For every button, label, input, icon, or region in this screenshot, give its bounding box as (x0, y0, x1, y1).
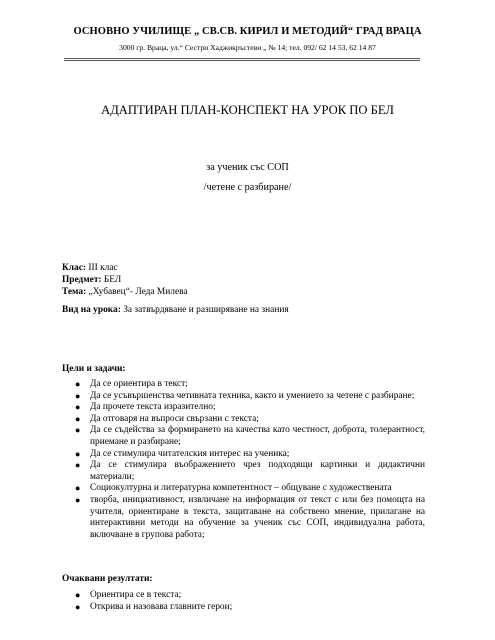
list-item (0, 495, 425, 541)
goals-list (0, 379, 495, 541)
field-subject-label: Предмет: (62, 275, 102, 285)
goal-text: Да се ориентира в текст; (90, 379, 188, 389)
bullet-icon: ● (75, 448, 81, 459)
field-subject-value: БЕЛ (103, 275, 122, 285)
field-topic-value: „Хубавец“- Леда Милева (88, 287, 188, 297)
field-grade-value: III клас (88, 263, 118, 273)
bullet-icon: ● (75, 379, 81, 389)
goal-text: Да се стимулира читателския интерес на ученика; (90, 448, 290, 459)
goals-heading: Цели и задачи: (62, 364, 126, 374)
school-address: 3000 гр. Враца, ул.“ Сестри Хаджикръстеви „ № 14; тел. 092/ 62 14 53, 62 14 87 (119, 43, 376, 52)
list-item (0, 414, 425, 426)
bullet-icon: ● (75, 601, 81, 612)
goal-text: Да прочете текста изразително; (90, 402, 216, 413)
subtitle-reading: /четене с разбиране/ (203, 182, 292, 193)
bullet-icon: ● (75, 425, 81, 436)
field-topic-label: Тема: (62, 287, 87, 297)
field-lesson-type-value: За затвърдяване и разширяване на знания (123, 305, 289, 315)
goal-text: Да се стимулира въображението чрез подходящи картинки и дидактични материали; (90, 460, 425, 482)
bullet-icon: ● (75, 590, 81, 600)
list-item (0, 590, 425, 602)
goal-text: Да се съдейства за формирането на качества като честност, доброта, толерантност, приемане и разбиране; (90, 425, 425, 447)
result-text: Открива и назовава главните герои; (90, 601, 233, 612)
results-list (0, 590, 495, 613)
list-item (0, 425, 425, 448)
document-title: АДАПТИРАН ПЛАН-КОНСПЕКТ НА УРОК ПО БЕЛ (101, 103, 394, 117)
bullet-icon: ● (75, 460, 81, 471)
field-subject (62, 275, 121, 285)
header-rule-bottom (64, 60, 420, 61)
goal-text: творба, инициативност, извличане на информация от текст с или без помощта на учителя, ориентиране в текста, защитаване на собствено мнение, прилагане на интерактивни методи на обучение за ученик със СОП, индивидуална работа, включване в групова работа; (90, 494, 425, 540)
school-name: ОСНОВНО УЧИЛИЩЕ „ СВ.СВ. КИРИЛ И МЕТОДИЙ“ ГРАД ВРАЦА (73, 26, 422, 37)
subtitle-student: за ученик със СОП (206, 162, 289, 173)
field-topic (62, 287, 188, 297)
result-text: Ориентира се в текста; (90, 590, 182, 600)
list-item (0, 402, 425, 414)
field-grade-label: Клас: (62, 263, 87, 273)
goal-text: Социокултурна и литературна компетентност – общуване с художествената (90, 483, 392, 494)
bullet-icon: ● (75, 483, 81, 494)
list-item (0, 602, 425, 614)
bullet-icon: ● (75, 402, 81, 413)
results-heading: Очаквани резултати: (62, 574, 153, 584)
field-lesson-type-label: Вид на урока: (62, 305, 121, 315)
goal-text: Да се усъвършенства четивната техника, както и умението за четене с разбиране; (90, 390, 415, 401)
header-rule-top (64, 58, 420, 59)
list-item (0, 483, 425, 495)
field-grade (62, 263, 118, 273)
list-item (0, 449, 425, 461)
goal-text: Да отговаря на въпроси свързани с текста; (90, 413, 259, 424)
bullet-icon: ● (75, 390, 81, 401)
bullet-icon: ● (75, 413, 81, 424)
list-item (0, 379, 425, 391)
list-item (0, 391, 425, 403)
list-item (0, 460, 425, 483)
bullet-icon: ● (75, 494, 81, 505)
field-lesson-type (62, 305, 289, 315)
